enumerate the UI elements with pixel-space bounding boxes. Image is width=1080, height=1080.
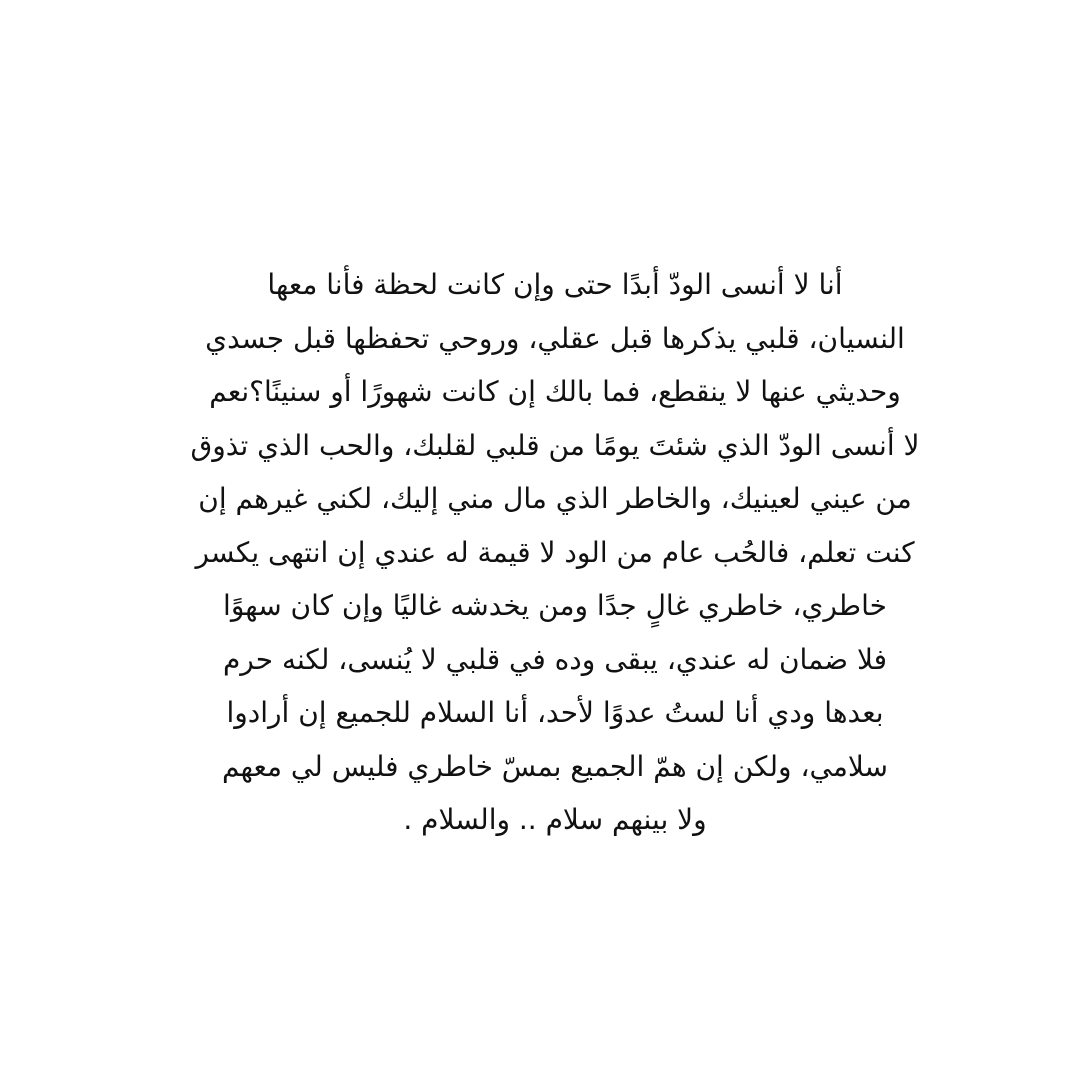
- text-line: ولا بينهم سلام .. والسلام .: [403, 803, 707, 836]
- text-line: وحديثي عنها لا ينقطع، فما بالك إن كانت شهورًا أو سنينًا؟نعم: [209, 375, 901, 408]
- text-line: لا أنسى الودّ الذي شئتَ يومًا من قلبي لقلبك، والحب الذي تذوق: [190, 428, 920, 462]
- text-body: [110, 258, 1000, 847]
- text-line: بعدها ودي أنا لستُ عدوًا لأحد، أنا السلام للجميع إن أرادوا: [226, 696, 884, 729]
- text-line: فلا ضمان له عندي، يبقى وده في قلبي لا يُنسى، لكنه حرم: [222, 642, 888, 676]
- text-line: النسيان، قلبي يذكرها قبل عقلي، وروحي تحفظها قبل جسدي: [205, 321, 905, 355]
- text-line: خاطري، خاطري غالٍ جدًا ومن يخدشه غاليًا وإن كان سهوًا: [223, 589, 887, 622]
- text-line: كنت تعلم، فالحُب عام من الود لا قيمة له عندي إن انتهى يكسر: [195, 535, 915, 569]
- text-line: أنا لا أنسى الودّ أبدًا حتى وإن كانت لحظة فأنا معها: [267, 268, 843, 301]
- text-line: من عيني لعينيك، والخاطر الذي مال مني إليك، لكني غيرهم إن: [198, 482, 912, 515]
- text-line: سلامي، ولكن إن همّ الجميع بمسّ خاطري فليس لي معهم: [221, 749, 889, 783]
